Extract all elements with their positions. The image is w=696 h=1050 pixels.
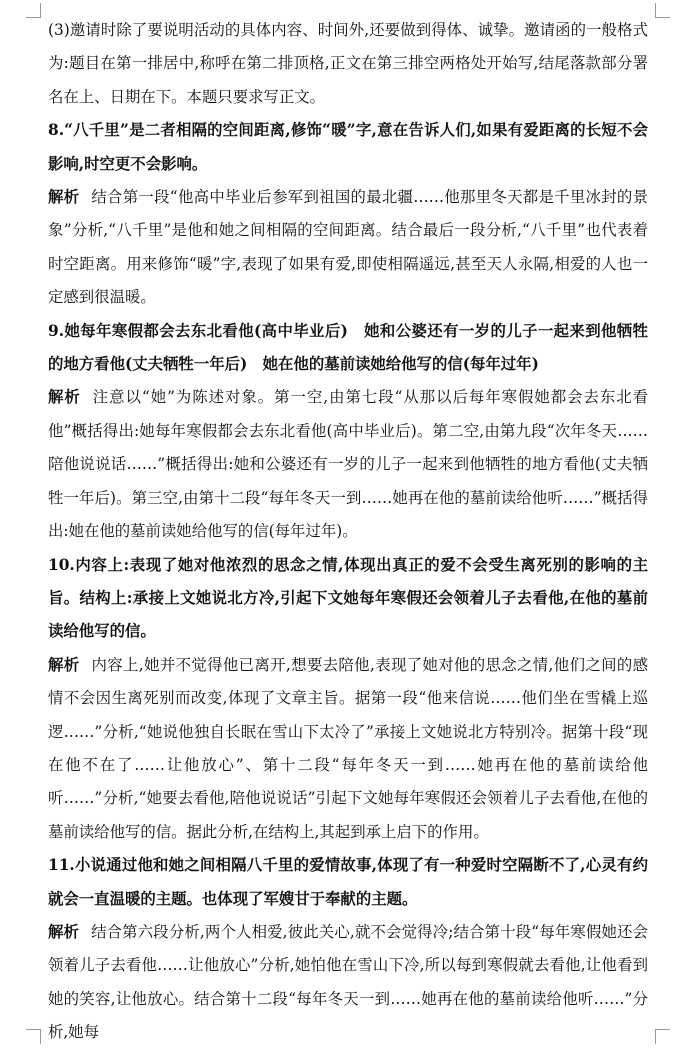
analysis-label: 解析 (48, 388, 81, 407)
answer-paragraph (48, 315, 648, 382)
analysis-label: 解析 (48, 188, 80, 207)
paragraph-text: 11.小说通过他和她之间相隔八千里的爱情故事,体现了有一种爱时空隔断不了,心灵有约就会一直温暖的主题。也体现了军嫂甘于奉献的主题。 (48, 856, 648, 908)
paragraph-text: 内容上,她并不觉得他已离开,想要去陪他,表现了她对他的思念之情,他们之间的感情不会因生离死别而改变,体现了文章主旨。据第一段“他来信说……他们坐在雪橇上巡逻……”分析,“她说他独自长眠在雪山下太冷了”承接上文她说北方特别冷。据第十段“现在他不在了……让他放心”、第十二段“每年冬天一到……她再在他的墓前读给他听……”分析,“她要去看他,陪他说说话”引起下文她每年寒假还会领着儿子去看他,在他的墓前读给他写的信。据此分析,在结构上,其起到承上启下的作用。 (48, 655, 648, 841)
page-corner-mark (655, 3, 670, 18)
analysis-paragraph (48, 916, 648, 1050)
answer-paragraph (48, 849, 648, 916)
text-paragraph (48, 14, 648, 114)
paragraph-text: 注意以“她”为陈述对象。第一空,由第七段“从那以后每年寒假她都会去东北看他”概括得出:她每年寒假都会去东北看他(高中毕业后)。第二空,由第九段“次年冬天……陪他说说话……”概括得出:她和公婆还有一岁的儿子一起来到他牺牲的地方看他(丈夫牺牲一年后)。第三空,由第十二段“每年冬天一到……她再在他的墓前读给他听……”概括得出:她在他的墓前读她给他写的信(每年过年)。 (48, 388, 648, 541)
document-page (48, 14, 648, 1050)
analysis-paragraph (48, 649, 648, 849)
analysis-paragraph (48, 381, 648, 548)
paragraph-text: 结合第一段“他高中毕业后参军到祖国的最北疆……他那里冬天都是千里冰封的景象”分析,“八千里”是他和她之间相隔的空间距离。结合最后一段分析,“八千里”也代表着时空距离。用来修饰“暖”字,表现了如果有爱,即使相隔遥远,甚至天人永隔,相爱的人也一定感到很温暖。 (48, 188, 648, 307)
page-corner-mark (26, 3, 41, 18)
paragraph-text: 10.内容上:表现了她对他浓烈的思念之情,体现出真正的爱不会受生离死别的影响的主旨。结构上:承接上文她说北方冷,引起下文她每年寒假还会领着儿子去看他,在他的墓前读给他写的信。 (48, 555, 648, 641)
answer-paragraph (48, 114, 648, 181)
paragraph-text: 结合第六段分析,两个人相爱,彼此关心,就不会觉得冷;结合第十段“每年寒假她还会领着儿子去看他……让他放心”分析,她怕他在雪山下冷,所以每到寒假就去看他,让他看到她的笑容,让他放心。结合第十二段“每年冬天一到……她再在他的墓前读给他听……”分析,她每 (48, 922, 648, 1042)
analysis-label: 解析 (48, 655, 80, 674)
answer-paragraph (48, 549, 648, 649)
analysis-label: 解析 (48, 922, 80, 941)
paragraph-text: 9.她每年寒假都会去东北看他(高中毕业后) 她和公婆还有一岁的儿子一起来到他牺牲的地方看他(丈夫牺牲一年后) 她在他的墓前读她给他写的信(每年过年) (48, 321, 648, 374)
paragraph-text: (3)邀请时除了要说明活动的具体内容、时间外,还要做到得体、诚挚。邀请函的一般格式为:题目在第一排居中,称呼在第二排顶格,正文在第三排空两格处开始写,结尾落款部分署名在上、日期在下。本题只要求写正文。 (48, 21, 648, 106)
paragraph-text: 8.“八千里”是二者相隔的空间距离,修饰“暖”字,意在告诉人们,如果有爱距离的长短不会影响,时空更不会影响。 (48, 121, 648, 173)
page-corner-mark (655, 1029, 670, 1044)
analysis-paragraph (48, 181, 648, 315)
page-corner-mark (26, 1029, 41, 1044)
